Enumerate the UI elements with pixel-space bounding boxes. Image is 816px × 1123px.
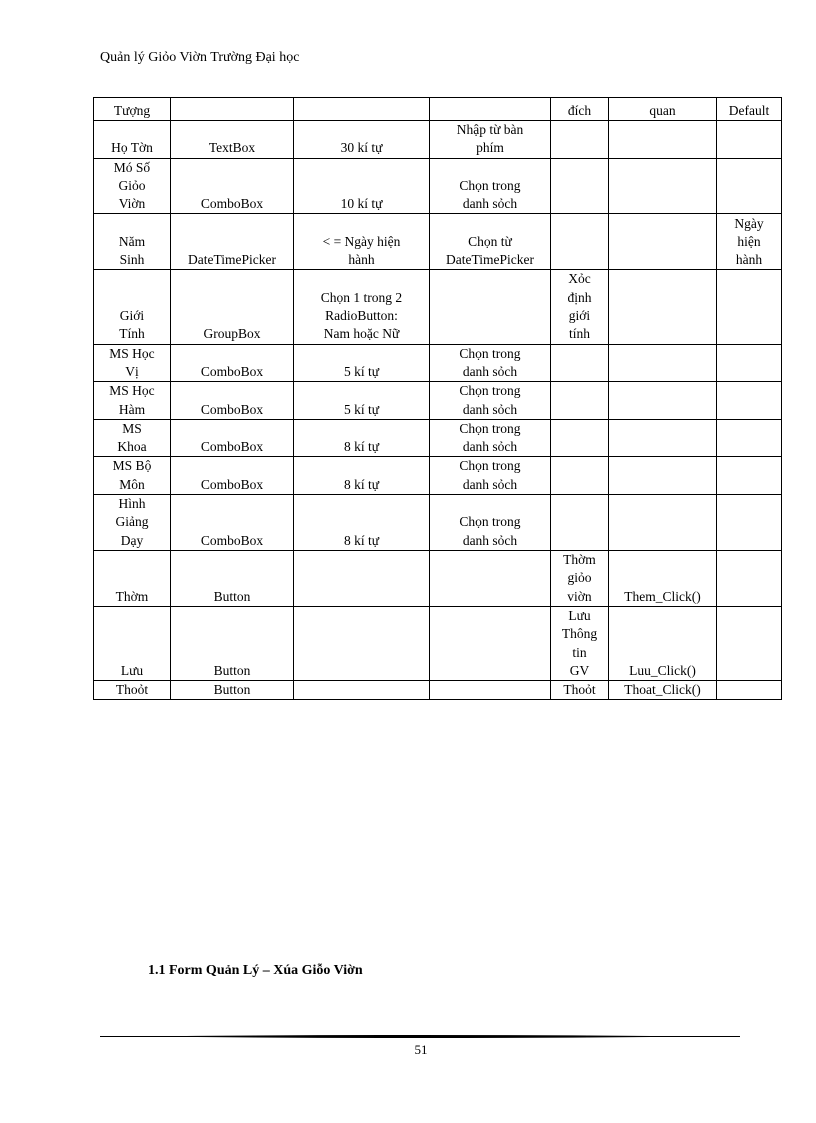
table-row <box>94 495 782 551</box>
table-cell: Nhập từ bàn phím <box>430 121 551 159</box>
table-row <box>94 214 782 270</box>
table-cell: Chọn trong danh sỏch <box>430 158 551 214</box>
table-cell: ComboBox <box>171 158 294 214</box>
table-cell <box>717 550 782 606</box>
table-cell: ComboBox <box>171 382 294 420</box>
table-cell <box>551 214 609 270</box>
table-cell: 8 kí tự <box>294 419 430 457</box>
table-cell: Chọn trong danh sỏch <box>430 457 551 495</box>
header-cell: đích <box>551 98 609 121</box>
table-cell <box>717 344 782 382</box>
table-cell: Button <box>171 550 294 606</box>
table-cell: Button <box>171 681 294 700</box>
table-cell <box>430 681 551 700</box>
table-cell <box>551 495 609 551</box>
table-cell: GroupBox <box>171 270 294 344</box>
table-cell <box>294 681 430 700</box>
table-header-row <box>94 98 782 121</box>
table-cell: 8 kí tự <box>294 457 430 495</box>
table-cell: Thoỏt <box>94 681 171 700</box>
table-cell <box>717 681 782 700</box>
table-cell <box>551 419 609 457</box>
table-cell: 5 kí tự <box>294 382 430 420</box>
table-cell: Lưu Thông tin GV <box>551 606 609 680</box>
table-cell: Mó Số Giỏo Viờn <box>94 158 171 214</box>
table-cell <box>717 495 782 551</box>
table-cell: Thoat_Click() <box>609 681 717 700</box>
table-cell: Ngày hiện hành <box>717 214 782 270</box>
table-row <box>94 550 782 606</box>
table-cell <box>609 495 717 551</box>
section-heading: 1.1 Form Quản Lý – Xúa Giỗo Viờn <box>148 963 363 978</box>
table-cell: Chọn trong danh sỏch <box>430 344 551 382</box>
table-cell: Thoỏt <box>551 681 609 700</box>
table-cell: Giới Tính <box>94 270 171 344</box>
table-cell <box>717 158 782 214</box>
table-cell: MS Khoa <box>94 419 171 457</box>
running-header: Quản lý Giỏo Viờn Trường Đại học <box>100 50 300 65</box>
table-cell: 5 kí tự <box>294 344 430 382</box>
table-cell: 8 kí tự <box>294 495 430 551</box>
table-cell <box>430 606 551 680</box>
table-cell <box>430 550 551 606</box>
table-cell: Chọn trong danh sỏch <box>430 382 551 420</box>
table-cell: Chọn 1 trong 2 RadioButton: Nam hoặc Nữ <box>294 270 430 344</box>
table-cell: Hình Giảng Dạy <box>94 495 171 551</box>
table-cell <box>609 344 717 382</box>
table-row <box>94 457 782 495</box>
header-cell: Tượng <box>94 98 171 121</box>
table-cell: ComboBox <box>171 495 294 551</box>
table-cell <box>609 121 717 159</box>
table-cell <box>609 214 717 270</box>
table-cell <box>609 270 717 344</box>
table-row <box>94 121 782 159</box>
table-cell: ComboBox <box>171 344 294 382</box>
table-cell <box>551 344 609 382</box>
table-cell: ComboBox <box>171 457 294 495</box>
table-row <box>94 419 782 457</box>
table-cell: Họ Tờn <box>94 121 171 159</box>
table-cell: ComboBox <box>171 419 294 457</box>
table-cell <box>430 270 551 344</box>
table-cell: Lưu <box>94 606 171 680</box>
table-row <box>94 681 782 700</box>
table-cell: MS Học Hàm <box>94 382 171 420</box>
control-spec-table <box>93 97 782 700</box>
table-row <box>94 606 782 680</box>
table-cell: Luu_Click() <box>609 606 717 680</box>
table-cell <box>294 550 430 606</box>
table-cell <box>609 382 717 420</box>
table-cell: DateTimePicker <box>171 214 294 270</box>
table-cell: 10 kí tự <box>294 158 430 214</box>
table-cell: < = Ngày hiện hành <box>294 214 430 270</box>
table-cell <box>717 419 782 457</box>
table-cell <box>717 270 782 344</box>
footer-rule <box>100 1034 740 1040</box>
table-cell <box>717 457 782 495</box>
table-cell: 30 kí tự <box>294 121 430 159</box>
table-cell: Xỏc định giới tính <box>551 270 609 344</box>
table-cell <box>609 158 717 214</box>
table-cell: Chọn trong danh sỏch <box>430 419 551 457</box>
table-cell: Thờm <box>94 550 171 606</box>
table-cell: Chọn từ DateTimePicker <box>430 214 551 270</box>
table-cell <box>551 121 609 159</box>
table-row <box>94 270 782 344</box>
header-cell: Default <box>717 98 782 121</box>
table-cell <box>551 158 609 214</box>
header-cell: quan <box>609 98 717 121</box>
table-cell: Chọn trong danh sỏch <box>430 495 551 551</box>
table-cell: Thờm giỏo viờn <box>551 550 609 606</box>
table-cell: MS Học Vị <box>94 344 171 382</box>
table-cell <box>609 419 717 457</box>
header-cell <box>294 98 430 121</box>
table-cell: Button <box>171 606 294 680</box>
table-cell <box>294 606 430 680</box>
table-cell <box>609 457 717 495</box>
table-row <box>94 382 782 420</box>
table-cell: MS Bộ Môn <box>94 457 171 495</box>
table-cell <box>551 457 609 495</box>
table-row <box>94 158 782 214</box>
table-cell: TextBox <box>171 121 294 159</box>
table-row <box>94 344 782 382</box>
table-cell: Năm Sinh <box>94 214 171 270</box>
page-number: 51 <box>414 1042 428 1057</box>
table-cell: Them_Click() <box>609 550 717 606</box>
header-cell <box>430 98 551 121</box>
table-cell <box>717 606 782 680</box>
table-cell <box>717 382 782 420</box>
table-cell <box>717 121 782 159</box>
table-cell <box>551 382 609 420</box>
header-cell <box>171 98 294 121</box>
